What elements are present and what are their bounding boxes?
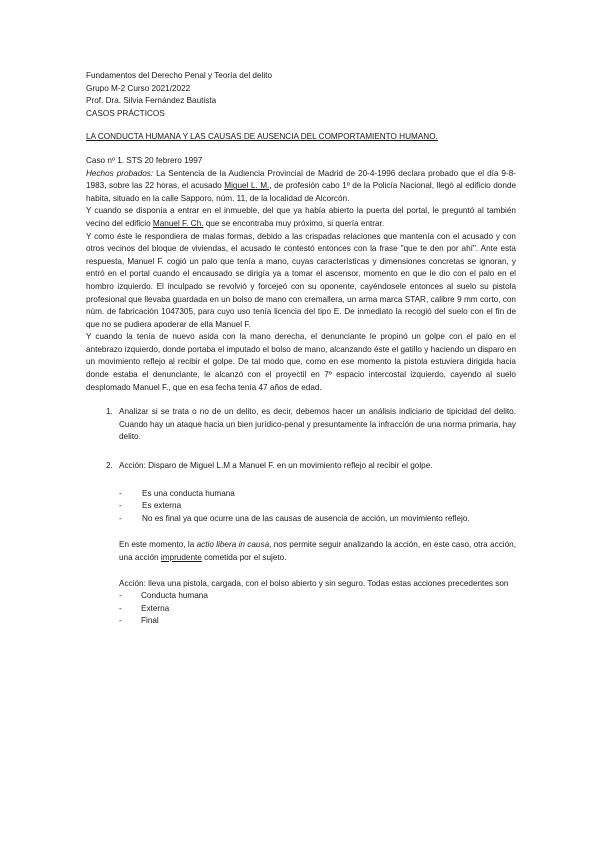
facts-paragraph-2 <box>86 205 516 230</box>
dash-marker: - <box>119 603 122 613</box>
facts-text: , de profesión cabo 1º de la Policía Nacional, llegó al edificio donde habita, situado en la calle Sapporo, núm. 11, de la localidad de Alcorcón. <box>86 181 516 203</box>
list-item-text: Acción: Disparo de Miguel L.M a Manuel F. en un movimiento reflejo al recibir el golpe. <box>119 461 433 471</box>
facts-text: La Sentencia de la Audiencia Provincial de Madrid de 20-4-1996 declara probado que el día 9-8-1983, sobre las 22 horas, el acusado <box>86 168 516 191</box>
list-number: 1. <box>106 407 113 417</box>
list-item <box>86 603 516 616</box>
actio-paragraph <box>119 539 516 564</box>
case-heading: Caso nº 1. STS 20 febrero 1997 <box>86 155 203 165</box>
list-item <box>119 513 516 526</box>
bullet-text: Es una conducta humana <box>142 488 235 498</box>
list-item <box>86 615 516 628</box>
facts-paragraph-4: Y cuando la tenía de nuevo asida con la mano derecha, el denunciante le propinó un golpe con el palo en el antebrazo izquierdo, donde portaba el imputado el bolso de mano, alcanzando éste el gatillo y haciendo un disparo en un movimiento reflejo al recibir el golpe. De tal modo que, como en ese momento la pistola estuviera dirigida hacia donde estaba el denunciante, le alcanzó con el proyectil en 7º espacio intercostal izquierdo, cayendo al suelo desplomado Manuel F., que en esa fecha tenía 47 años de edad. <box>86 332 516 392</box>
document-page <box>86 70 516 628</box>
list-item <box>119 488 516 501</box>
dash-marker: - <box>119 591 122 601</box>
paragraph-text: En este momento, la <box>119 540 197 550</box>
paragraph-text: cometida por el sujeto. <box>201 553 287 562</box>
facts-label: Hechos probados: <box>86 168 154 178</box>
facts-text: que se encontraba muy próximo, si quería entrar. <box>203 218 385 228</box>
dash-marker: - <box>119 488 122 498</box>
dash-marker: - <box>119 616 122 626</box>
bullet-text: No es final ya que ocurre una de las causas de ausencia de acción, un movimiento reflejo. <box>142 513 470 523</box>
group-course: Grupo M-2 Curso 2021/2022 <box>86 83 191 93</box>
list-number: 2. <box>106 461 113 471</box>
list-item <box>86 590 516 603</box>
underlined-term: imprudente <box>160 553 202 562</box>
bullet-text: Externa <box>141 603 170 613</box>
bullet-text: Final <box>141 616 159 626</box>
italic-term: actio libera in causa <box>196 540 270 550</box>
bullet-list <box>119 488 516 526</box>
professor: Prof. Dra. Silvia Fernández Bautista <box>86 96 217 106</box>
list-item-1 <box>86 406 516 444</box>
dash-marker: - <box>119 513 122 523</box>
facts-paragraph-3: Y como éste le respondiera de malas formas, debido a las crispadas relaciones que mantenía con el acusado y con otros vecinos del bloque de viviendas, el acusado le contestó entonces con la frase "que te den por ahí". Ante esta respuesta, Manuel F. cogió un palo que tenía a mano, cuyas características y dimensiones concretas se ignoran, y entró en el portal cuando el encausado se dirigía ya a tomar el ascensor, momento en que le dio con el palo en el hombro izquierdo. El inculpado se revolvió y forcejeó con su oponente, cayéndosele entonces al suelo su pistola profesional que llevaba guardada en un bolso de mano con cremallera, un arma marca STAR, calibre 9 mm corto, con núm. de fabricación 1047305, para cuyo uso tenía licencia del tipo E. De inmediato la recogió del suelo con el fin de que no se pudiera apoderar de ella Manuel F. <box>86 231 516 329</box>
victim-name: Manuel F. Ch. <box>152 218 204 228</box>
facts-paragraph-1 <box>86 168 516 206</box>
paragraph-text: , nos permite seguir analizando la acción, en este caso, otra acción, una acción <box>119 540 516 562</box>
list-item-2 <box>86 460 516 628</box>
action-paragraph: Acción: lleva una pistola, cargada, con el bolso abierto y sin seguro. Todas estas acciones precedentes son <box>119 578 509 588</box>
course-title: Fundamentos del Derecho Penal y Teoría del delito <box>86 71 273 80</box>
bullet-text: Es externa <box>142 501 182 511</box>
analysis-list <box>86 406 516 628</box>
list-item <box>119 500 516 513</box>
bullet-list-2 <box>86 590 516 628</box>
list-item-text: Analizar si se trata o no de un delito, es decir, debemos hacer un análisis indiciario de tipicidad del delito. Cuando hay un ataque hacia un bien jurídico-penal y presuntamente la infracción de una norma primaria, hay delito. <box>119 407 516 442</box>
header-block <box>86 70 516 120</box>
bullet-text: Conducta humana <box>141 591 208 601</box>
dash-marker: - <box>119 501 122 511</box>
facts-text: Y cuando se disponía a entrar en el inmueble, del que ya había abierto la puerta del portal, le preguntó al también vecino del edificio <box>86 206 516 228</box>
accused-name: Miguel L. M. <box>224 181 270 191</box>
section-label: CASOS PRÁCTICOS <box>86 108 165 118</box>
document-title: LA CONDUCTA HUMANA Y LAS CAUSAS DE AUSENCIA DEL COMPORTAMIENTO HUMANO. <box>86 132 438 142</box>
